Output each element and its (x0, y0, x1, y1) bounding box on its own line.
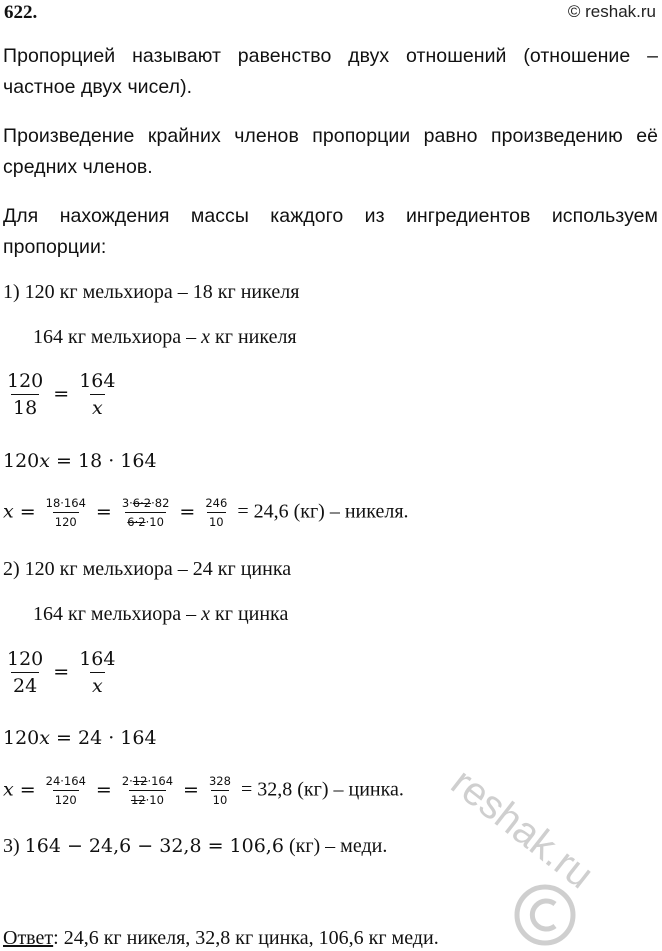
step3-line: 3) 164 − 24,6 − 32,8 = 106,6 (кг) – меди. (3, 835, 388, 857)
task-number: 622. (4, 2, 38, 23)
step1-proportion: $\frac{120}{18}$ = $\frac{164}{x}$ (7, 370, 116, 419)
step1-equation: 120x = 18 · 164 (3, 450, 157, 472)
copyright-icon (510, 880, 580, 950)
step2-calculation: x = $\frac{24\cdot 164}{120}$ = $\frac{2\cdot 12\cdot 164}{12\cdot 10}$ = $\frac{328}{10}$ = 32,8 (кг) – цинка. (3, 774, 404, 807)
definition-paragraph: Пропорцией называют равенство двух отношений (отношение – частное двух чисел). (3, 45, 658, 98)
answer-label: Ответ (3, 927, 54, 949)
method-paragraph: Для нахождения массы каждого из ингредиентов используем пропорции: (3, 205, 658, 258)
rule-paragraph: Произведение крайних членов пропорции равно произведению её средних членов. (3, 125, 658, 178)
step1-line2: 164 кг мельхиора – x кг никеля (33, 326, 297, 348)
step2-proportion: $\frac{120}{24}$ = $\frac{164}{x}$ (7, 648, 116, 697)
step2-line2: 164 кг мельхиора – x кг цинка (33, 603, 289, 625)
step2-equation: 120x = 24 · 164 (3, 727, 157, 749)
answer-line: Ответ: 24,6 кг никеля, 32,8 кг цинка, 106,6 кг меди. (3, 927, 439, 949)
watermark: reshak.ru (442, 760, 602, 898)
site-credit[interactable]: © reshak.ru (567, 2, 656, 21)
step2-line1: 2) 120 кг мельхиора – 24 кг цинка (3, 558, 292, 580)
step1-line1: 1) 120 кг мельхиора – 18 кг никеля (3, 281, 300, 303)
step1-calculation: x = $\frac{18\cdot 164}{120}$ = $\frac{3\cdot 6\cdot 2\cdot 82}{6\cdot 2\cdot 10}$ = $\frac{246}{10}$ = 24,6 (кг) – никеля. (3, 496, 409, 529)
